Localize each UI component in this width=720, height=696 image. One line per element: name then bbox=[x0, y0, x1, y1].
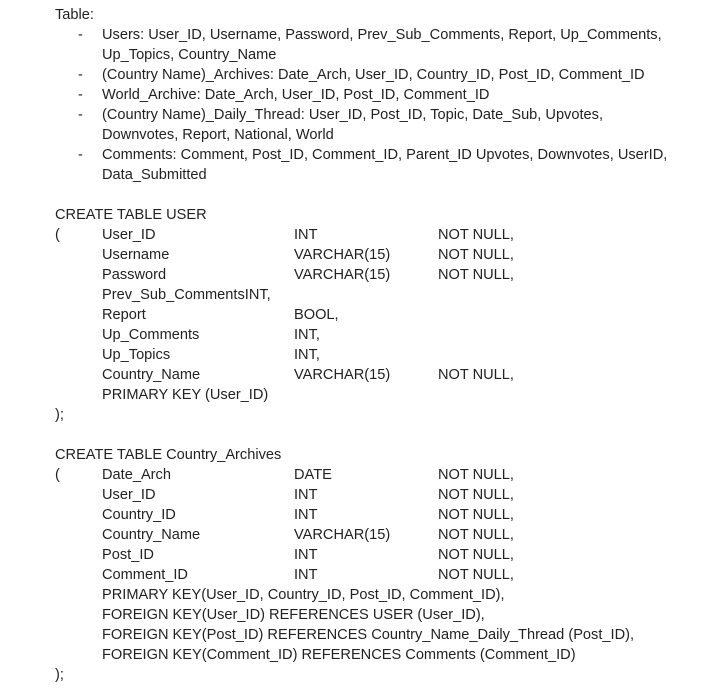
column-constraint: NOT NULL, bbox=[438, 247, 514, 263]
bullet-text: Data_Submitted bbox=[102, 167, 207, 183]
close-paren: ); bbox=[55, 667, 64, 683]
column-name: Report bbox=[102, 307, 146, 323]
key-definition: FOREIGN KEY(Post_ID) REFERENCES Country_Name_Daily_Thread (Post_ID), bbox=[102, 627, 635, 643]
bullet-text: (Country Name)_Archives: Date_Arch, User_ID, Country_ID, Post_ID, Comment_ID bbox=[102, 67, 645, 83]
key-definition: FOREIGN KEY(User_ID) REFERENCES USER (User_ID), bbox=[102, 607, 485, 623]
column-type: INT bbox=[294, 487, 318, 503]
sql-title: CREATE TABLE Country_Archives bbox=[55, 447, 282, 463]
column-type: INT bbox=[294, 567, 318, 583]
table-heading: Table: bbox=[55, 7, 94, 23]
column-type: INT bbox=[294, 227, 318, 243]
column-type: VARCHAR(15) bbox=[294, 267, 391, 283]
column-constraint: NOT NULL, bbox=[438, 227, 514, 243]
bullet-text: Users: User_ID, Username, Password, Prev_Sub_Comments, Report, Up_Comments, bbox=[102, 27, 662, 43]
column-type: INT, bbox=[294, 347, 320, 363]
column-type: VARCHAR(15) bbox=[294, 527, 391, 543]
column-constraint: NOT NULL, bbox=[438, 507, 514, 523]
column-name: Password bbox=[102, 267, 167, 283]
column-name: Prev_Sub_CommentsINT, bbox=[102, 287, 271, 303]
column-name: Post_ID bbox=[102, 547, 154, 563]
column-name: User_ID bbox=[102, 227, 156, 243]
column-type: VARCHAR(15) bbox=[294, 247, 391, 263]
bullet-text: Up_Topics, Country_Name bbox=[102, 47, 277, 63]
column-type: INT bbox=[294, 507, 318, 523]
bullet-dash: - bbox=[78, 147, 83, 163]
column-name: Username bbox=[102, 247, 170, 263]
column-constraint: NOT NULL, bbox=[438, 547, 514, 563]
column-type: VARCHAR(15) bbox=[294, 367, 391, 383]
key-definition: PRIMARY KEY(User_ID, Country_ID, Post_ID, Comment_ID), bbox=[102, 587, 505, 603]
bullet-dash: - bbox=[78, 67, 83, 83]
column-constraint: NOT NULL, bbox=[438, 367, 514, 383]
column-name: Up_Comments bbox=[102, 327, 200, 343]
column-constraint: NOT NULL, bbox=[438, 267, 514, 283]
bullet-dash: - bbox=[78, 27, 83, 43]
column-type: INT, bbox=[294, 327, 320, 343]
open-paren: ( bbox=[55, 227, 60, 243]
column-type: INT bbox=[294, 547, 318, 563]
bullet-dash: - bbox=[78, 107, 83, 123]
column-constraint: NOT NULL, bbox=[438, 527, 514, 543]
column-type: DATE bbox=[294, 467, 332, 483]
column-name: Country_Name bbox=[102, 527, 201, 543]
bullet-dash: - bbox=[78, 87, 83, 103]
column-type: BOOL, bbox=[294, 307, 339, 323]
key-definition: FOREIGN KEY(Comment_ID) REFERENCES Comments (Comment_ID) bbox=[102, 647, 576, 663]
close-paren: ); bbox=[55, 407, 64, 423]
bullet-text: World_Archive: Date_Arch, User_ID, Post_ID, Comment_ID bbox=[102, 87, 490, 103]
bullet-text: (Country Name)_Daily_Thread: User_ID, Post_ID, Topic, Date_Sub, Upvotes, bbox=[102, 107, 603, 123]
column-name: Country_ID bbox=[102, 507, 176, 523]
column-name: Comment_ID bbox=[102, 567, 188, 583]
column-constraint: NOT NULL, bbox=[438, 467, 514, 483]
column-name: Up_Topics bbox=[102, 347, 171, 363]
open-paren: ( bbox=[55, 467, 60, 483]
column-name: User_ID bbox=[102, 487, 156, 503]
column-name: Country_Name bbox=[102, 367, 201, 383]
column-constraint: NOT NULL, bbox=[438, 487, 514, 503]
sql-title: CREATE TABLE USER bbox=[55, 207, 207, 223]
column-name: Date_Arch bbox=[102, 467, 171, 483]
bullet-text: Downvotes, Report, National, World bbox=[102, 127, 334, 143]
column-constraint: NOT NULL, bbox=[438, 567, 514, 583]
bullet-text: Comments: Comment, Post_ID, Comment_ID, Parent_ID Upvotes, Downvotes, UserID, bbox=[102, 147, 668, 163]
key-definition: PRIMARY KEY (User_ID) bbox=[102, 387, 269, 403]
